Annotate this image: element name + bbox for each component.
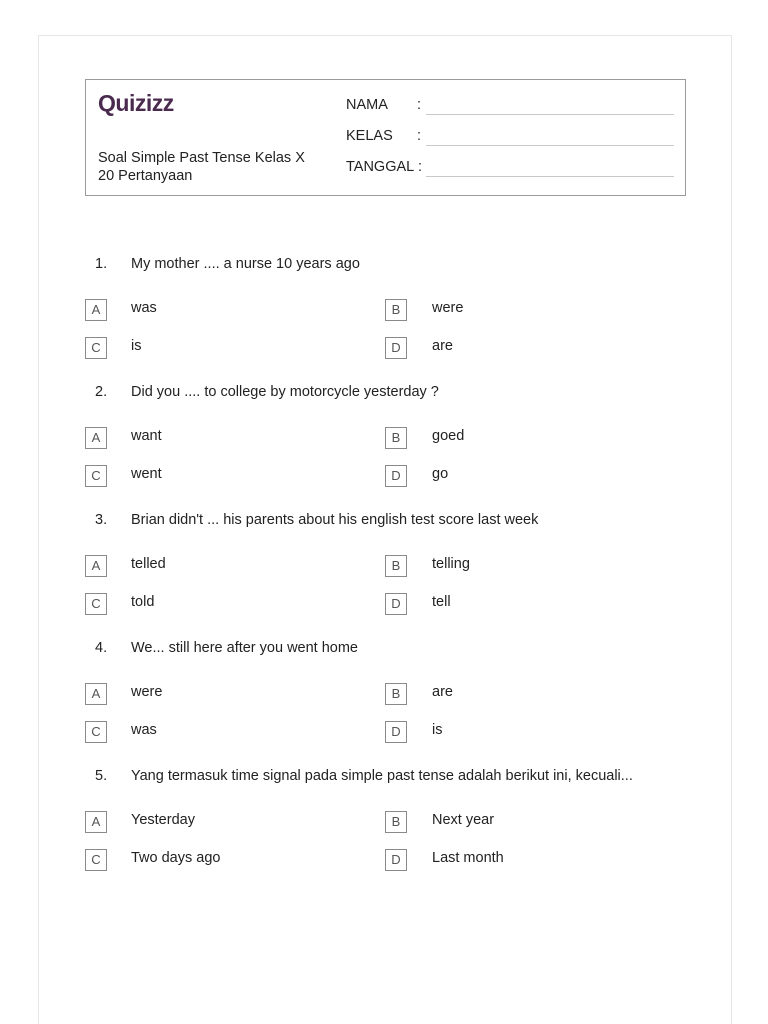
date-line[interactable] <box>426 176 674 177</box>
quiz-title-block <box>98 149 328 185</box>
question-number: 3. <box>95 512 108 528</box>
question-text: We... still here after you went home <box>131 640 359 656</box>
option-text: Last month <box>432 850 504 866</box>
date-colon: : <box>418 159 423 175</box>
class-colon: : <box>417 128 422 144</box>
question-number: 2. <box>95 384 108 400</box>
option-letter-box[interactable]: B <box>385 683 407 705</box>
quiz-question-count: 20 Pertanyaan <box>98 168 193 184</box>
option-letter-box[interactable]: A <box>85 811 107 833</box>
option-letter-box[interactable]: D <box>385 337 407 359</box>
option-letter-box[interactable]: A <box>85 683 107 705</box>
option-text: Next year <box>432 812 495 828</box>
option-text: were <box>432 300 464 316</box>
class-line[interactable] <box>426 145 674 146</box>
option-letter-box[interactable]: D <box>385 593 407 615</box>
option-text: go <box>432 466 449 482</box>
option-letter-box[interactable]: C <box>85 593 107 615</box>
question-number: 1. <box>95 256 108 272</box>
option-letter-box[interactable]: A <box>85 555 107 577</box>
option-text: telled <box>131 556 166 572</box>
option-text: was <box>131 300 157 316</box>
option-text: went <box>131 466 162 482</box>
option-letter-box[interactable]: A <box>85 427 107 449</box>
class-label: KELAS <box>346 128 393 144</box>
option-text: tell <box>432 594 451 610</box>
quizizz-logo <box>98 89 188 117</box>
option-text: are <box>432 684 453 700</box>
option-letter-box[interactable]: B <box>385 555 407 577</box>
option-text: is <box>131 338 142 354</box>
name-label: NAMA <box>346 97 388 113</box>
option-letter-box[interactable]: D <box>385 849 407 871</box>
logo-brand-text: Quizizz <box>98 90 174 116</box>
option-letter-box[interactable]: B <box>385 299 407 321</box>
option-text: were <box>131 684 163 700</box>
question-text: Did you .... to college by motorcycle yesterday ? <box>131 384 439 400</box>
question-text: My mother .... a nurse 10 years ago <box>131 256 360 272</box>
option-text: are <box>432 338 453 354</box>
option-letter-box[interactable]: C <box>85 849 107 871</box>
option-text: want <box>131 428 162 444</box>
option-text: is <box>432 722 443 738</box>
option-text: telling <box>432 556 470 572</box>
question-text: Yang termasuk time signal pada simple past tense adalah berikut ini, kecuali... <box>131 768 633 784</box>
option-text: Two days ago <box>131 850 221 866</box>
name-colon: : <box>417 97 422 113</box>
option-letter-box[interactable]: D <box>385 465 407 487</box>
option-letter-box[interactable]: A <box>85 299 107 321</box>
option-letter-box[interactable]: B <box>385 811 407 833</box>
option-text: was <box>131 722 157 738</box>
date-label: TANGGAL <box>346 159 415 175</box>
quiz-title: Soal Simple Past Tense Kelas X <box>98 150 305 166</box>
option-letter-box[interactable]: C <box>85 721 107 743</box>
question-text: Brian didn't ... his parents about his english test score last week <box>131 512 539 528</box>
option-letter-box[interactable]: B <box>385 427 407 449</box>
question-number: 5. <box>95 768 108 784</box>
question-number: 4. <box>95 640 108 656</box>
option-text: Yesterday <box>131 812 195 828</box>
option-letter-box[interactable]: C <box>85 337 107 359</box>
worksheet-header <box>85 79 686 196</box>
option-text: goed <box>432 428 465 444</box>
name-line[interactable] <box>426 114 674 115</box>
option-text: told <box>131 594 155 610</box>
option-letter-box[interactable]: C <box>85 465 107 487</box>
option-letter-box[interactable]: D <box>385 721 407 743</box>
